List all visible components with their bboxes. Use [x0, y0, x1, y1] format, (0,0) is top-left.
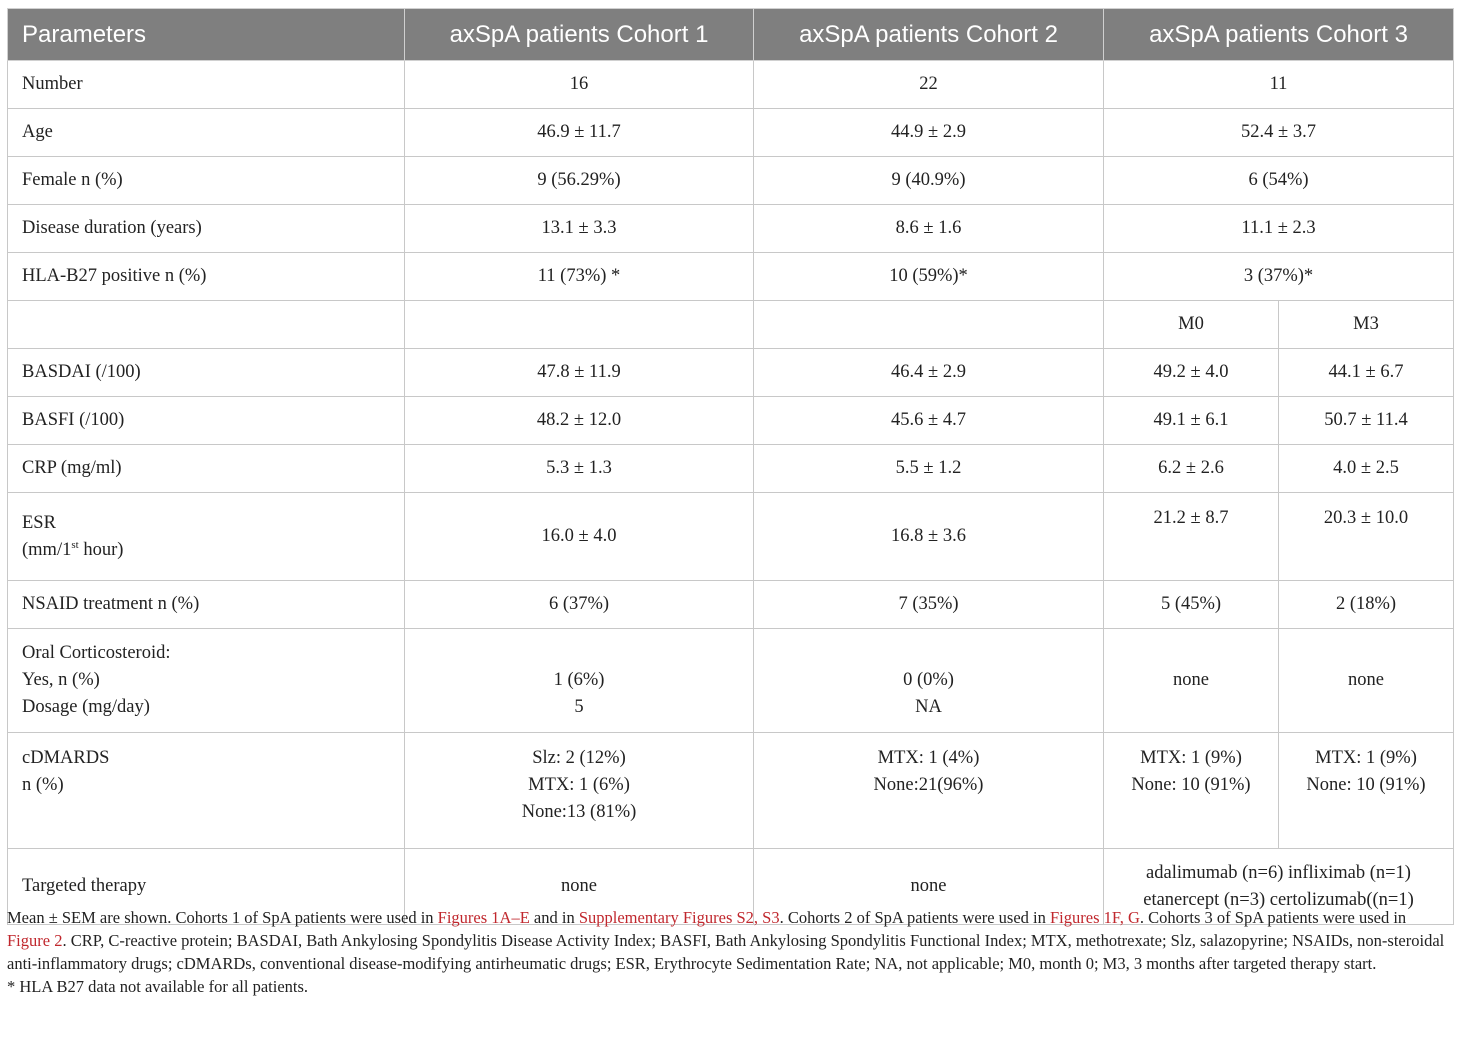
- cell-value: 3 (37%)*: [1104, 253, 1454, 301]
- row-label-line: n (%): [22, 775, 64, 795]
- footnote-segment: and in: [529, 908, 579, 927]
- cell-value: 16.8 ± 3.6: [754, 493, 1104, 581]
- row-label: BASFI (/100): [8, 397, 405, 445]
- cell-value: 11.1 ± 2.3: [1104, 205, 1454, 253]
- figure-link-2[interactable]: Figure 2: [7, 931, 63, 950]
- table-container: [7, 8, 1453, 925]
- cell-value: 16.0 ± 4.0: [405, 493, 754, 581]
- cell-multiline: [405, 733, 754, 849]
- cell-multiline: [754, 733, 1104, 849]
- cell-line: 0 (0%): [903, 670, 954, 690]
- cell-line: NA: [915, 697, 942, 717]
- cell-value: 45.6 ± 4.7: [754, 397, 1104, 445]
- table-row: [8, 397, 1454, 445]
- row-label-esr: [8, 493, 405, 581]
- cell-value: 46.4 ± 2.9: [754, 349, 1104, 397]
- table-row: [8, 205, 1454, 253]
- cell-value: 7 (35%): [754, 581, 1104, 629]
- cell-line: MTX: 1 (4%): [877, 748, 980, 768]
- cell-value: 48.2 ± 12.0: [405, 397, 754, 445]
- row-label: CRP (mg/ml): [8, 445, 405, 493]
- table-footnote: [7, 906, 1453, 998]
- figure-link-1a-e[interactable]: Figures 1A–E: [437, 908, 530, 927]
- cell-value: 44.9 ± 2.9: [754, 109, 1104, 157]
- cell-line: 1 (6%): [553, 670, 605, 690]
- cell-line: etanercept (n=3) certolizumab((n=1): [1143, 889, 1414, 910]
- cell-value: 20.3 ± 10.0: [1279, 493, 1454, 581]
- table-row: [8, 733, 1454, 849]
- cell-value: 8.6 ± 1.6: [754, 205, 1104, 253]
- cell-value: 50.7 ± 11.4: [1279, 397, 1454, 445]
- patient-characteristics-table: [7, 8, 1454, 925]
- cell-value: 49.2 ± 4.0: [1104, 349, 1279, 397]
- table-row: [8, 493, 1454, 581]
- cell-line: None:21(96%): [873, 775, 984, 795]
- table-row: [8, 349, 1454, 397]
- subheader-m3: M3: [1279, 301, 1454, 349]
- cell-line: None: 10 (91%): [1131, 775, 1251, 795]
- empty-cell: [8, 301, 405, 349]
- cell-value: 9 (56.29%): [405, 157, 754, 205]
- cell-multiline: [1104, 733, 1279, 849]
- header-cohort-2: axSpA patients Cohort 2: [754, 9, 1104, 61]
- cell-value: 2 (18%): [1279, 581, 1454, 629]
- cell-multiline: [754, 629, 1104, 733]
- header-row: [8, 9, 1454, 61]
- cell-value: 6 (37%): [405, 581, 754, 629]
- cell-value: 6 (54%): [1104, 157, 1454, 205]
- cell-line: [768, 640, 1089, 667]
- footnote-segment: . Cohorts 2 of SpA patients were used in: [779, 908, 1050, 927]
- empty-cell: [754, 301, 1104, 349]
- row-label: Female n (%): [8, 157, 405, 205]
- row-label-corticosteroid: [8, 629, 405, 733]
- row-label: Age: [8, 109, 405, 157]
- cell-value: 10 (59%)*: [754, 253, 1104, 301]
- row-label-line: Oral Corticosteroid:: [22, 643, 171, 663]
- footnote-segment: . CRP, C-reactive protein; BASDAI, Bath Ankylosing Spondylitis Disease Activity Index; BASFI, Bath Ankylosing Spondylitis Functional Index; MTX, methotrexate; Slz, salazopyrine; NSAIDs, non-steroidal anti-inflammatory drugs; cDMARDs, conventional disease-modifying antirheumatic drugs; ESR, Erythrocyte Sedimentation Rate; NA, not applicable; M0, month 0; M3, 3 months after targeted therapy start.: [7, 931, 1445, 973]
- cell-line: MTX: 1 (9%): [1140, 748, 1242, 768]
- header-cohort-1: axSpA patients Cohort 1: [405, 9, 754, 61]
- cell-value: 44.1 ± 6.7: [1279, 349, 1454, 397]
- cell-value: 47.8 ± 11.9: [405, 349, 754, 397]
- footnote-segment: Mean ± SEM are shown. Cohorts 1 of SpA patients were used in: [7, 908, 438, 927]
- cell-value: 52.4 ± 3.7: [1104, 109, 1454, 157]
- subheader-row: [8, 301, 1454, 349]
- table-row: [8, 109, 1454, 157]
- row-label-unit: [22, 540, 123, 560]
- row-label: HLA-B27 positive n (%): [8, 253, 405, 301]
- cell-value: none: [405, 849, 754, 925]
- table-row: [8, 629, 1454, 733]
- unit-superscript: st: [71, 538, 79, 551]
- cell-value: 11 (73%) *: [405, 253, 754, 301]
- cell-value: 4.0 ± 2.5: [1279, 445, 1454, 493]
- cell-value: 5.5 ± 1.2: [754, 445, 1104, 493]
- row-label: BASDAI (/100): [8, 349, 405, 397]
- row-label: Number: [8, 61, 405, 109]
- footnote-text: [7, 906, 1453, 975]
- table-row: [8, 445, 1454, 493]
- figure-link-1f-g[interactable]: Figures 1F, G: [1049, 908, 1140, 927]
- footnote-segment: . Cohorts 3 of SpA patients were used in: [1139, 908, 1407, 927]
- cell-line: None: 10 (91%): [1306, 775, 1426, 795]
- supplementary-figures-link[interactable]: Supplementary Figures S2, S3: [578, 908, 780, 927]
- footnote-note: * HLA B27 data not available for all patients.: [7, 977, 309, 996]
- row-label-line: cDMARDS: [22, 748, 110, 768]
- cell-value: 5 (45%): [1104, 581, 1279, 629]
- cell-multiline: [405, 629, 754, 733]
- cell-line: [419, 640, 739, 667]
- cell-line: None:13 (81%): [521, 802, 637, 822]
- cell-value: none: [1104, 629, 1279, 733]
- table-row: [8, 157, 1454, 205]
- header-cohort-3: axSpA patients Cohort 3: [1104, 9, 1454, 61]
- table-row: [8, 581, 1454, 629]
- row-label: NSAID treatment n (%): [8, 581, 405, 629]
- cell-value: 13.1 ± 3.3: [405, 205, 754, 253]
- unit-prefix: (mm/1: [22, 539, 72, 560]
- cell-value: 9 (40.9%): [754, 157, 1104, 205]
- table-row: [8, 253, 1454, 301]
- subheader-m0: M0: [1104, 301, 1279, 349]
- cell-value: 5.3 ± 1.3: [405, 445, 754, 493]
- cell-line: Slz: 2 (12%): [532, 748, 626, 768]
- cell-line: adalimumab (n=6) infliximab (n=1): [1146, 862, 1411, 883]
- row-label: Disease duration (years): [8, 205, 405, 253]
- row-label-cdmards: [8, 733, 405, 849]
- cell-value: 6.2 ± 2.6: [1104, 445, 1279, 493]
- row-label-line: ESR: [22, 512, 56, 533]
- cell-line: MTX: 1 (9%): [1315, 748, 1417, 768]
- header-parameters: Parameters: [8, 9, 405, 61]
- cell-value: 21.2 ± 8.7: [1104, 493, 1279, 581]
- cell-value: 49.1 ± 6.1: [1104, 397, 1279, 445]
- table-row: [8, 61, 1454, 109]
- unit-suffix: hour): [78, 539, 124, 560]
- cell-value: none: [1279, 629, 1454, 733]
- cell-value: 11: [1104, 61, 1454, 109]
- cell-multiline: [1279, 733, 1454, 849]
- cell-value: 16: [405, 61, 754, 109]
- cell-value: none: [754, 849, 1104, 925]
- cell-value: 46.9 ± 11.7: [405, 109, 754, 157]
- row-label: Targeted therapy: [8, 849, 405, 925]
- row-label-line: Dosage (mg/day): [22, 697, 150, 717]
- row-label-line: Yes, n (%): [22, 670, 100, 690]
- cell-line: MTX: 1 (6%): [528, 775, 630, 795]
- empty-cell: [405, 301, 754, 349]
- cell-value: 22: [754, 61, 1104, 109]
- cell-line: 5: [574, 697, 584, 717]
